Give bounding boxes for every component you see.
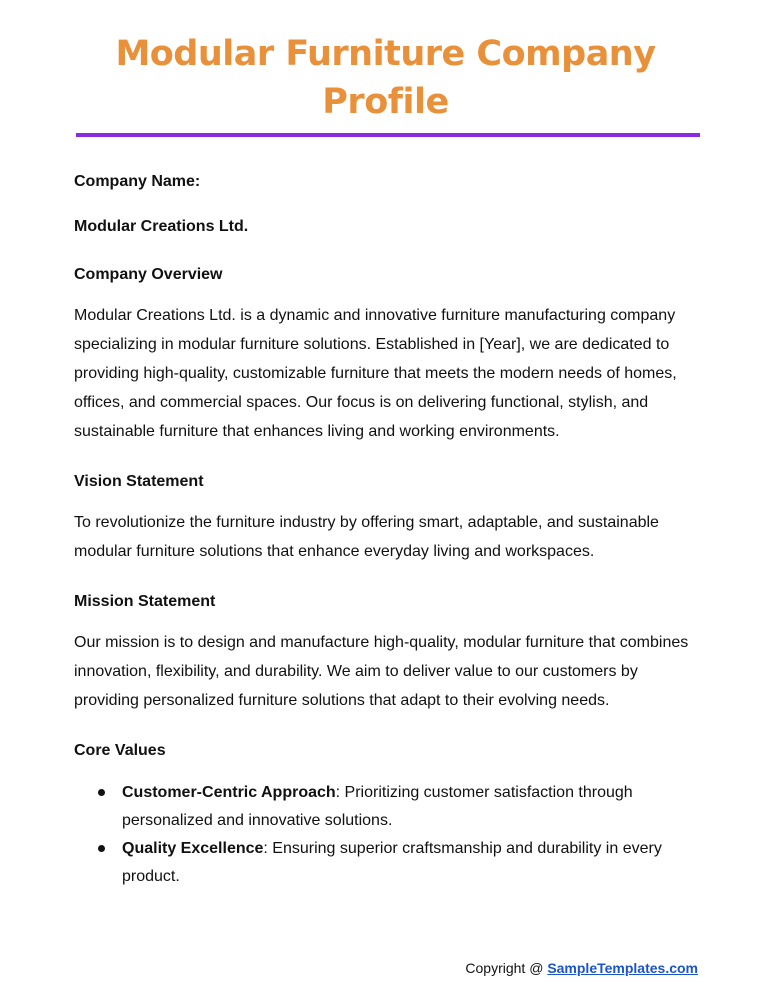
core-value-term: Customer-Centric Approach xyxy=(122,784,336,801)
sampletemplates-link[interactable]: SampleTemplates.com xyxy=(547,960,698,976)
mission-heading: Mission Statement xyxy=(74,593,216,610)
footer xyxy=(465,958,698,978)
vision-text: To revolutionize the furniture industry by offering smart, adaptable, and sustainable modular furniture solutions that enhance everyday living and workspaces. xyxy=(74,514,659,560)
mission-text: Our mission is to design and manufacture high-quality, modular furniture that combines innovation, flexibility, and durability. We aim to deliver value to our customers by providing personalized furniture solutions that adapt to their evolving needs. xyxy=(74,634,689,709)
document-title: Modular Furniture Company Profile xyxy=(115,34,656,122)
list-item xyxy=(74,835,704,891)
overview-text: Modular Creations Ltd. is a dynamic and innovative furniture manufacturing company specializing in modular furniture solutions. Established in [Year], we are dedicated to providing high-quality, customizable furniture that meets the modern needs of homes, offices, and commercial spaces. Our focus is on delivering functional, stylish, and sustainable furniture that enhances living and working environments. xyxy=(74,307,677,440)
core-value-term: Quality Excellence xyxy=(122,840,264,857)
company-name-value: Modular Creations Ltd. xyxy=(74,218,249,235)
core-values-list xyxy=(74,779,704,891)
bullet-icon xyxy=(98,789,105,796)
core-value-description: : Prioritizing customer satisfaction through personalized and innovative solutions. xyxy=(122,784,633,829)
company-name-label: Company Name: xyxy=(74,173,201,190)
title-divider xyxy=(76,133,700,137)
copyright-text: Copyright @ xyxy=(465,960,548,976)
core-value-description: : Ensuring superior craftsmanship and durability in every product. xyxy=(122,840,662,885)
bullet-icon xyxy=(98,845,105,852)
vision-heading: Vision Statement xyxy=(74,473,204,490)
overview-heading: Company Overview xyxy=(74,266,223,283)
document-body xyxy=(74,168,704,891)
list-item xyxy=(74,779,704,835)
core-values-heading: Core Values xyxy=(74,742,166,759)
